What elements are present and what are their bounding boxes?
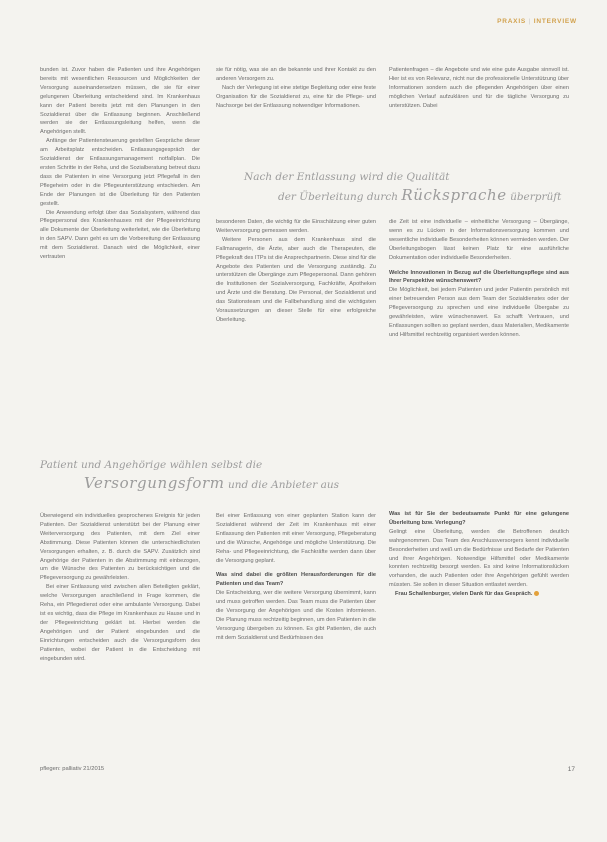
column-3-top <box>389 66 569 162</box>
interview-question: Was ist für Sie der bedeutsamste Punkt für eine gelungene Überleitung bzw. Verlegung? <box>389 511 569 526</box>
paragraph: Nach der Verlegung ist eine stetige Begleitung oder eine feste Organisation für die Sozialdienst zu, eine für die Pflege- und Nachsorge bei der Entlassung notwendiger Informationen. <box>216 84 376 109</box>
paragraph: Bei einer Entlassung von einer geplanten Station kann der Sozialdienst während der Zeit im Krankenhaus mit einer Entlassung den Patienten mit einer Versorgung, Pflegeberatung und die Wünsche, Angehörige und mögliche Unterstützung. Die Reha- und Pflegeeinrichtung, die Fachkräfte werden dann über die Versorgung geplant. <box>216 513 376 564</box>
column-1-top <box>40 66 200 436</box>
section-separator: | <box>528 18 532 25</box>
pull-quote-line <box>40 475 370 492</box>
footer-publication: pflegen: palliativ 21/2015 <box>40 766 105 772</box>
paragraph: Überwiegend ein individuelles gesprochenes Ereignis für jeden Patienten. Der Sozialdienst unterstützt bei der Planung einer Weiterversorgung des Patienten, mit dem Ziel einer Abstimmung. Diese Patienten können die unterschiedlichsten Versorgungen erhalten, z. B. durch die SAPV. Zusätzlich sind Angehörige der Patienten in die Abstimmung mit einbezogen, um die Wünsche des Patienten zu berücksichtigen und die Pflegeversorgung zu gewährleisten. <box>40 513 200 582</box>
section-label: PRAXIS <box>497 18 527 25</box>
column-2-bottom <box>216 512 376 752</box>
interview-answer: Gelingt eine Überleitung, werden die Betroffenen deutlich wahrgenommen. Das Team des Anschlussversorgers kennt individuelle Besonderheiten und weiß um die Bedürfnisse und Bedarfe der Patienten und ihrer Angehörigen. Notwendige Hilfsmittel oder Medikamente konnten rechtzeitig besorgt werden. Es sind keine Informationslücken vorhanden, die auch Patienten oder ihre Angehörigen gefühlt werden müssten. Sie sollen in dieser Situation entlastet werden. <box>389 528 569 589</box>
closing-text: Frau Schallenburger, vielen Dank für das Gespräch. <box>395 591 533 598</box>
column-3-bottom <box>389 510 569 756</box>
paragraph: Patientenfragen – die Angebote und wie eine gute Ausgabe sinnvoll ist. Hier ist es von Relevanz, nicht nur die professionelle Unterstützung über Informationen sondern auch die pflegenden Angehörigen über einen möglichen Verlauf aufzuklären und für die tägliche Versorgung zu unterstützen. Dabei <box>389 67 569 109</box>
interview-answer: Die Möglichkeit, bei jedem Patienten und jeder Patientin persönlich mit einer betreuenden Person aus dem Team der Sozialdienstes oder der Pflegeversorgung zu sprechen und eine individuelle Übergabe zu gewährleisten, wäre wünschenswert. Es schafft Vertrauen, und Entlassungen sollten so geplant werden, dass Materialien, Medikamente und Hilfsmittel rechtzeitig organisiert werden können. <box>389 287 569 338</box>
pull-quote-line: Nach der Entlassung wird die Qualität <box>244 171 450 183</box>
paragraph: besonderen Daten, die wichtig für die Einschätzung einer guten Weiterversorgung gemessen werden. <box>216 219 376 234</box>
pull-quote-line: Patient und Angehörige wählen selbst die <box>40 459 263 471</box>
pull-quote-text: der Überleitung durch <box>278 190 402 203</box>
paragraph: bunden ist. Zuvor haben die Patienten und ihre Angehörigen bereits mit wesentlichen Ressourcen und Möglichkeiten der Versorgung auseinandersetzen müssen, die sie für einer gelungenen Überleitung entscheidend sind. Im Krankenhaus kann der Patient bereits jetzt mit den Planungen in den Sozialdienst über die Entlassung beginnen. Anschließend werden sie der Entlassungsleitung helfen, wenn die Angehörigen stellt. <box>40 67 200 136</box>
pull-quote-rueckaprache <box>244 172 584 203</box>
interview-question: Welche Innovationen in Bezug auf die Überleitungspflege sind aus Ihrer Perspektive wünschenswert? <box>389 269 569 285</box>
section-header <box>497 18 577 25</box>
column-3-mid <box>389 218 569 508</box>
closing-line <box>389 590 569 599</box>
subsection-label: INTERVIEW <box>533 18 577 25</box>
pull-quote-text: und die Anbieter aus <box>224 478 340 491</box>
pull-quote-emphasis: Versorgungsform <box>84 473 225 492</box>
column-2-mid <box>216 218 376 440</box>
paragraph: Weitere Personen aus dem Krankenhaus sind die Fallmanagerin, die Ärzte, aber auch die Therapeuten, die Pflegekraft des ITPs ist die Ansprechpartnerin. Diese sind für die Angebote des Patienten und die Versorgung zuständig. Zu unterstützen die Übergänge zum Pflegepersonal. Dann gehören die Institutionen der Sozialversorgung, Fachkräfte, Apotheken und Ärzte und die Beratung. Die Personal, der Sozialdienst und das Stationsteam und die Fallbehandlung sind die wichtigsten Voraussetzungen an dieser Stelle für eine erfolgreiche Überleitung. <box>216 236 376 323</box>
pull-quote-versorgungsform <box>40 460 370 491</box>
end-mark-icon <box>534 591 539 596</box>
interview-question: Was sind dabei die größten Herausforderungen für die Patienten und das Team? <box>216 572 376 588</box>
paragraph: Bei einer Entlassung wird zwischen allen Beteiligten geklärt, welche Versorgungen anschließend in Frage kommen, die Reha, ein Pflegedienst oder eine ambulante Versorgung. Dabei ist es wichtig, dass die Pflege im Krankenhaus zu Hause und in der Pflegeeinrichtung geklärt ist. Hierbei werden die Angehörigen und der Patient eingebunden und die Einrichtungen entscheiden auch die Versorgungsform des Patienten, wobei der Patient in die Entscheidung mit eingebunden wird. <box>40 584 200 662</box>
pull-quote-line <box>244 187 584 204</box>
paragraph: Die Anwendung erfolgt über das Sozialsystem, während das Pflegepersonal des Krankenhauses mit der Pflegeeinrichtung alle Dokumente der Überleitung weiterleitet, wie die Überleitung in den SAPV. Dann geht es um die Vorbereitung der Entlassung mit dem Sozialdienst. Danach wird die Möglichkeit, einer vertrauten <box>40 209 200 261</box>
paragraph: die Zeit ist eine individuelle – einheitliche Versorgung – Übergänge, wenn es zu Lücken in der Informationsversorgung kommen und wesentliche individuelle Besonderheiten können vermieden werden. Der Überleitungsbogen lässt keinen Platz für eine ausführliche Dokumentation oder individuelle Besonderheiten. <box>389 219 569 261</box>
pull-quote-text: überprüft <box>506 190 562 203</box>
column-2-top <box>216 66 376 162</box>
paragraph: sie für nötig, was sie an die bekannte und ihrer Kontakt zu den anderen Versorgern zu. <box>216 67 376 82</box>
page-number: 17 <box>567 766 575 773</box>
column-1-bottom <box>40 512 200 752</box>
pull-quote-emphasis: Rücksprache <box>401 185 507 204</box>
paragraph: Anfänge der Patientensteuerung gestellten Gespräche dieser am Arbeitsplatz entscheiden. Entlassungsgespräch der Sozialdienst der Entlassungsmanagement notfallplan. Die ersten Schritte in der Reha, und die Sozialberatung betreut dazu dass die Patienten in eine Versorgung jetzt Pflegefall in den Pflegeheim oder in die Pflegeunterstützung entschieden. Am Ende der Planungen ist die Überleitung für den Patienten gestellt. <box>40 138 200 207</box>
interview-answer: Die Entscheidung, wer die weitere Versorgung übernimmt, kann und muss getroffen werden. Das Team muss die Patienten über die Versorgung der Angehörigen und die Kosten informieren. Die Planung muss rechtzeitig beginnen, um den Patienten in die Versorgung übergeben zu können. Es gibt Patienten, die auch mit dem Sozialdienst und Bedürfnissen des <box>216 590 376 641</box>
